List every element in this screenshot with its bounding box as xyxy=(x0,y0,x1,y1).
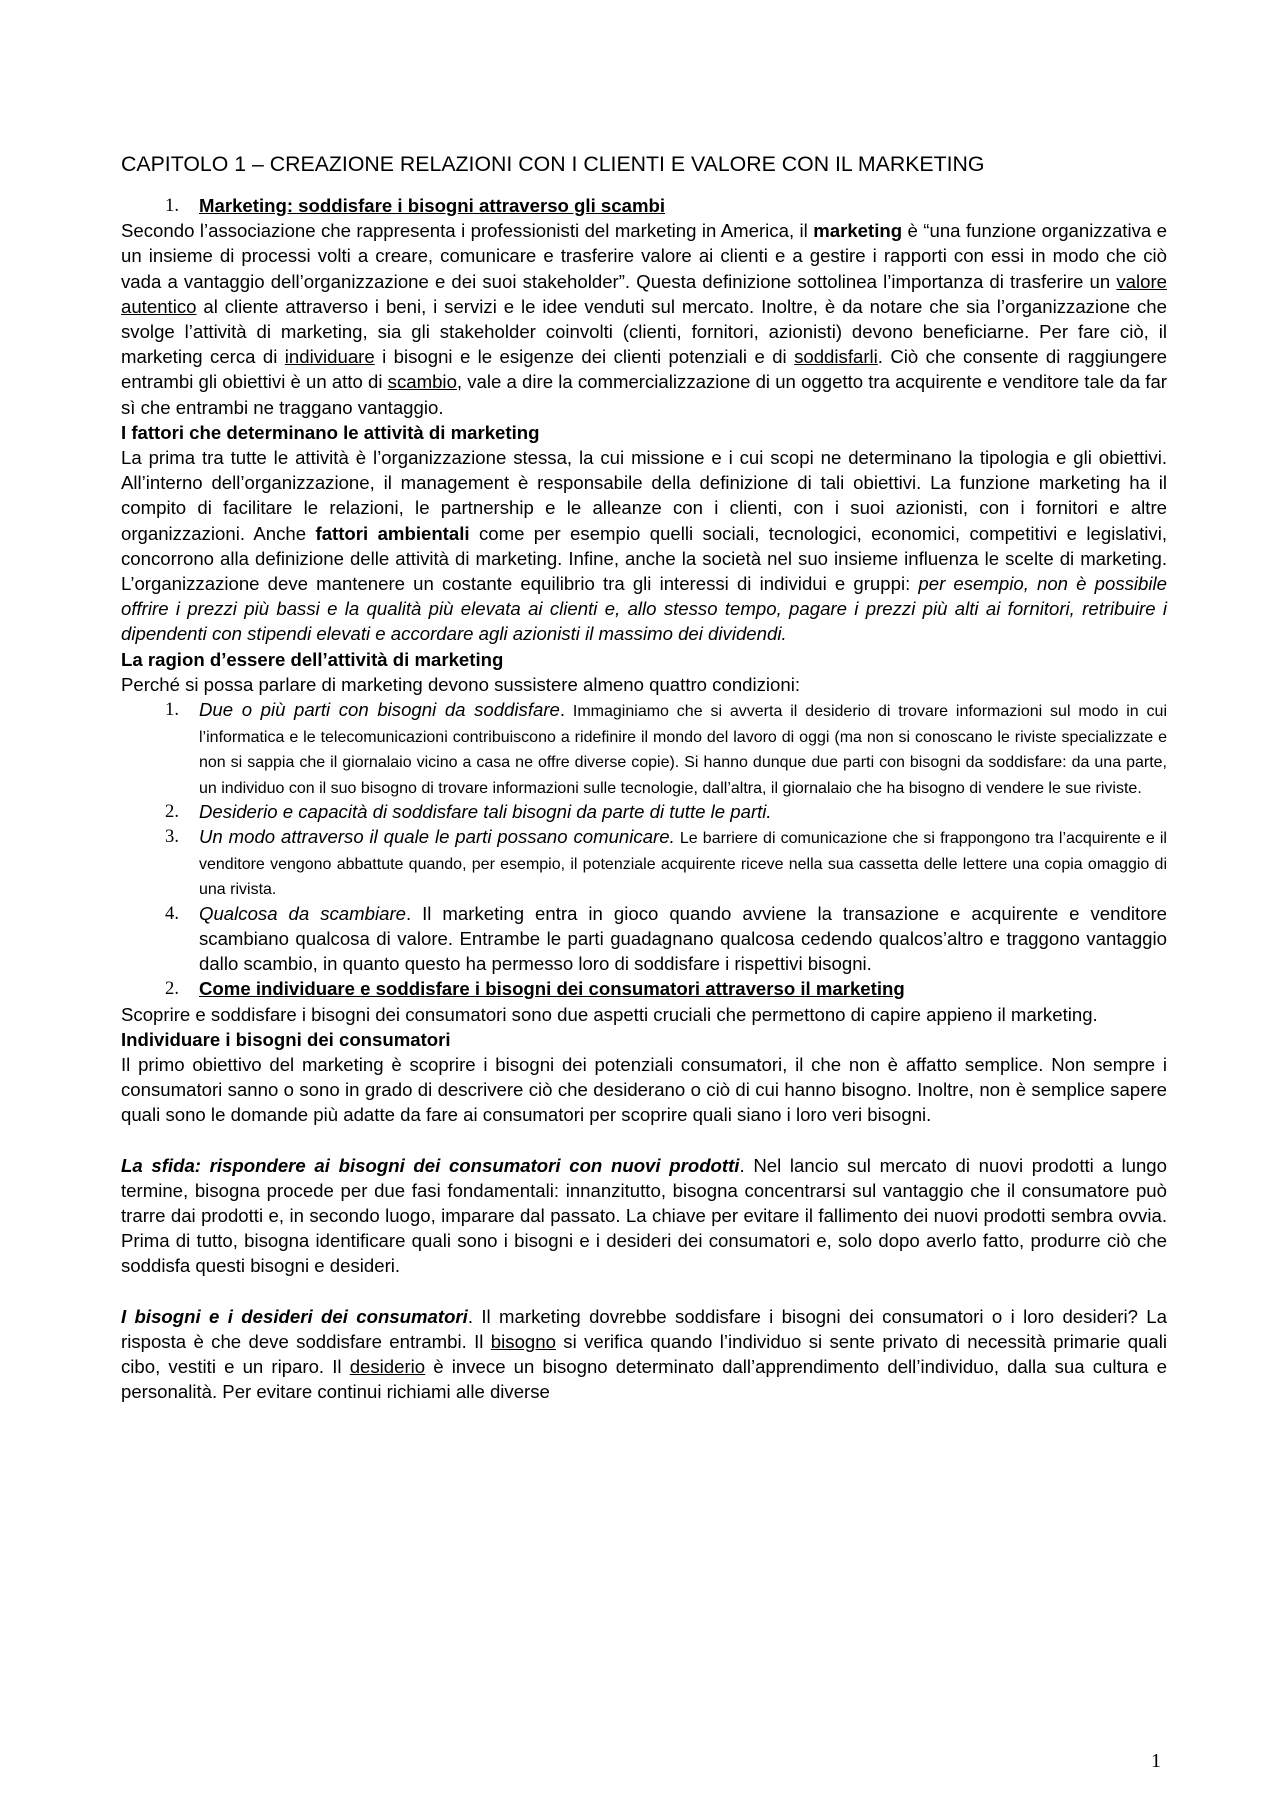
text-run: è “una funzione organizzativa e un insieme di processi volti a creare, comunicare e trasferire valore ai clienti e a gestire i rapporti con essi in modo che ciò vada a vantaggio dell’organizzazione e dei suoi stakeholder”. Questa definizione sottolinea l’importanza di trasferire un xyxy=(121,220,1167,292)
conditions-list xyxy=(121,697,1167,976)
text-run: . Il marketing dovrebbe soddisfare i bisogni dei consumatori o i loro desideri? La risposta è che deve soddisfare entrambi. Il xyxy=(121,1305,1167,1352)
term-individuare: individuare xyxy=(284,346,375,368)
text-run: Secondo l’associazione che rappresenta i professionisti del marketing in America, il xyxy=(121,220,814,242)
section-2-intro: Scoprire e soddisfare i bisogni dei consumatori sono due aspetti cruciali che permettono di capire appieno il marketing. xyxy=(121,1003,1098,1025)
text-run: come per esempio quelli sociali, tecnologici, economici, competitivi e legislativi, concorrono alla definizione delle attività di marketing. Infine, anche la società nel suo insieme influenza le scelte di marketing. L’organizzazione deve mantenere un costante equilibrio tra gli interessi di individui e gruppi: xyxy=(121,522,1167,595)
term-fattori-ambientali: fattori ambientali xyxy=(315,522,470,544)
text-run: . xyxy=(559,699,566,721)
text-run: al cliente attraverso i beni, i servizi e le idee venduti sul mercato. Inoltre, è da notare che sia l’organizzazione che svolge l’attività di marketing, sia gli stakeholder coinvolti (clienti, fornitori, azionisti) devono beneficiarne. Per fare ciò, il marketing cerca di xyxy=(121,295,1167,368)
text-run: . xyxy=(405,902,412,924)
page-number: 1 xyxy=(1151,1750,1161,1772)
term-scambio: scambio xyxy=(387,371,457,393)
chapter-title: CAPITOLO 1 – CREAZIONE RELAZIONI CON I CLIENTI E VALORE CON IL MARKETING xyxy=(121,152,985,176)
condition-item xyxy=(121,697,1167,799)
page-content xyxy=(121,150,1167,1404)
condition-body xyxy=(199,799,1167,824)
needs-paragraph xyxy=(121,1304,1167,1405)
text-run: . Ciò che consente di raggiungere entrambi gli obiettivi è un atto di xyxy=(121,346,1167,393)
text-run: , vale a dire la commercializzazione di un oggetto tra acquirente e venditore tale da far sì che entrambi ne traggano vantaggio. xyxy=(121,371,1167,418)
condition-number: 3. xyxy=(165,826,179,848)
section-1-paragraph xyxy=(121,218,1167,420)
term-desiderio: desiderio xyxy=(349,1356,426,1378)
section-2-number: 2. xyxy=(165,978,179,1000)
text-run: si verifica quando l’individuo si sente privato di necessità primarie quali cibo, vestiti e un riparo. Il xyxy=(121,1330,1167,1378)
term-valore-autentico: valore autentico xyxy=(121,270,1167,317)
section-1-number: 1. xyxy=(165,195,179,216)
condition-example: Immaginiamo che si avverta il desiderio di trovare informazioni sul modo in cui l’informatica e le telecomunicazioni contribuiscono a ridefinire il mondo del lavoro di oggi (ma non si conoscano le riviste specializzate e non si sappia che il giornalaio vicino a casa ne offre diverse copie). Si hanno dunque due parti con bisogni da soddisfare: da una parte, un individuo con il suo bisogno di trovare informazioni sulle tecnologie, dall’altra, il giornalaio che ha bisogno di vendere le sue riviste. xyxy=(199,703,1167,797)
term-bisogno: bisogno xyxy=(490,1330,556,1352)
reason-heading: La ragion d’essere dell’attività di marketing xyxy=(121,648,504,670)
condition-number: 2. xyxy=(165,801,179,823)
needs-lead: I bisogni e i desideri dei consumatori xyxy=(121,1305,468,1327)
text-run: La prima tra tutte le attività è l’organizzazione stessa, la cui missione e i cui scopi ne determinano la tipologia e gli obiettivi. All’interno dell’organizzazione, il management è responsabile della definizione di tali obiettivi. La funzione marketing ha il compito di facilitare le relazioni, le partnership e le alleanze con i clienti, con i suoi azionisti, con i fornitori e altre organizzazioni. Anche xyxy=(121,447,1167,544)
section-2-heading xyxy=(121,976,1167,1001)
identify-paragraph: Il primo obiettivo del marketing è scoprire i bisogni dei potenziali consumatori, il che non è affatto semplice. Non sempre i consumatori sanno o sono in grado di descrivere ciò che desiderano o ciò di cui hanno bisogno. Inoltre, non è semplice sapere quali sono le domande più adatte da fare ai consumatori per scoprire quali siano i loro veri bisogni. xyxy=(121,1053,1167,1126)
condition-number: 1. xyxy=(165,699,179,721)
condition-item xyxy=(121,901,1167,977)
term-marketing: marketing xyxy=(813,220,903,242)
condition-title: Due o più parti con bisogni da soddisfare xyxy=(199,699,560,721)
challenge-paragraph xyxy=(121,1153,1167,1279)
example-text: per esempio, non è possibile offrire i prezzi più bassi e la qualità più elevata ai clienti e, allo stesso tempo, pagare i prezzi più alti ai fornitori, retribuire i dipendenti con stipendi elevati e accordare agli azionisti il massimo dei dividendi. xyxy=(121,573,1168,645)
condition-title: Un modo attraverso il quale le parti possano comunicare. xyxy=(199,826,675,848)
factors-paragraph xyxy=(121,445,1167,647)
condition-body xyxy=(199,824,1167,901)
condition-item xyxy=(121,824,1167,901)
section-2-title: Come individuare e soddisfare i bisogni dei consumatori attraverso il marketing xyxy=(199,978,905,1000)
condition-title: Qualcosa da scambiare xyxy=(199,902,406,924)
challenge-lead: La sfida: rispondere ai bisogni dei consumatori con nuovi prodotti xyxy=(121,1154,740,1176)
condition-body xyxy=(199,697,1167,799)
text-run: . Nel lancio sul mercato di nuovi prodotti a lungo termine, bisogna procede per due fasi fondamentali: innanzitutto, bisogna concentrarsi sul vantaggio che il consumatore può trarre dai prodotti e, in secondo luogo, imparare dal passato. La chiave per evitare il fallimento dei nuovi prodotti sembra ovvia. Prima di tutto, bisogna identificare quali sono i bisogni e i desideri dei consumatori e, solo dopo averlo fatto, produrre ciò che soddisfa questi bisogni e desideri. xyxy=(121,1154,1167,1277)
condition-title: Desiderio e capacità di soddisfare tali bisogni da parte di tutte le parti. xyxy=(199,801,772,823)
condition-item xyxy=(121,799,1167,824)
section-1-title: Marketing: soddisfare i bisogni attraverso gli scambi xyxy=(199,195,665,216)
reason-intro: Perché si possa parlare di marketing devono sussistere almeno quattro condizioni: xyxy=(121,673,801,695)
condition-text: Il marketing entra in gioco quando avviene la transazione e acquirente e venditore scambiano qualcosa di valore. Entrambe le parti guadagnano qualcosa cedendo qualcos’altro e traggono vantaggio dallo scambio, in quanto questo ha permesso loro di soddisfare i rispettivi bisogni. xyxy=(199,902,1167,975)
term-soddisfarli: soddisfarli xyxy=(794,346,878,368)
condition-number: 4. xyxy=(165,902,179,924)
condition-example: Le barriere di comunicazione che si frappongono tra l’acquirente e il venditore vengono abbattute quando, per esempio, il potenziale acquirente riceve nella sua cassetta delle lettere una copia omaggio di una rivista. xyxy=(199,830,1167,899)
section-1-heading xyxy=(121,193,1167,218)
text-run: i bisogni e le esigenze dei clienti potenziali e di xyxy=(374,346,795,368)
text-run: è invece un bisogno determinato dall’apprendimento dell’individuo, dalla sua cultura e personalità. Per evitare continui richiami alle diverse xyxy=(121,1356,1167,1403)
condition-body xyxy=(199,901,1167,977)
identify-heading: Individuare i bisogni dei consumatori xyxy=(121,1028,451,1050)
factors-heading: I fattori che determinano le attività di marketing xyxy=(121,421,540,443)
